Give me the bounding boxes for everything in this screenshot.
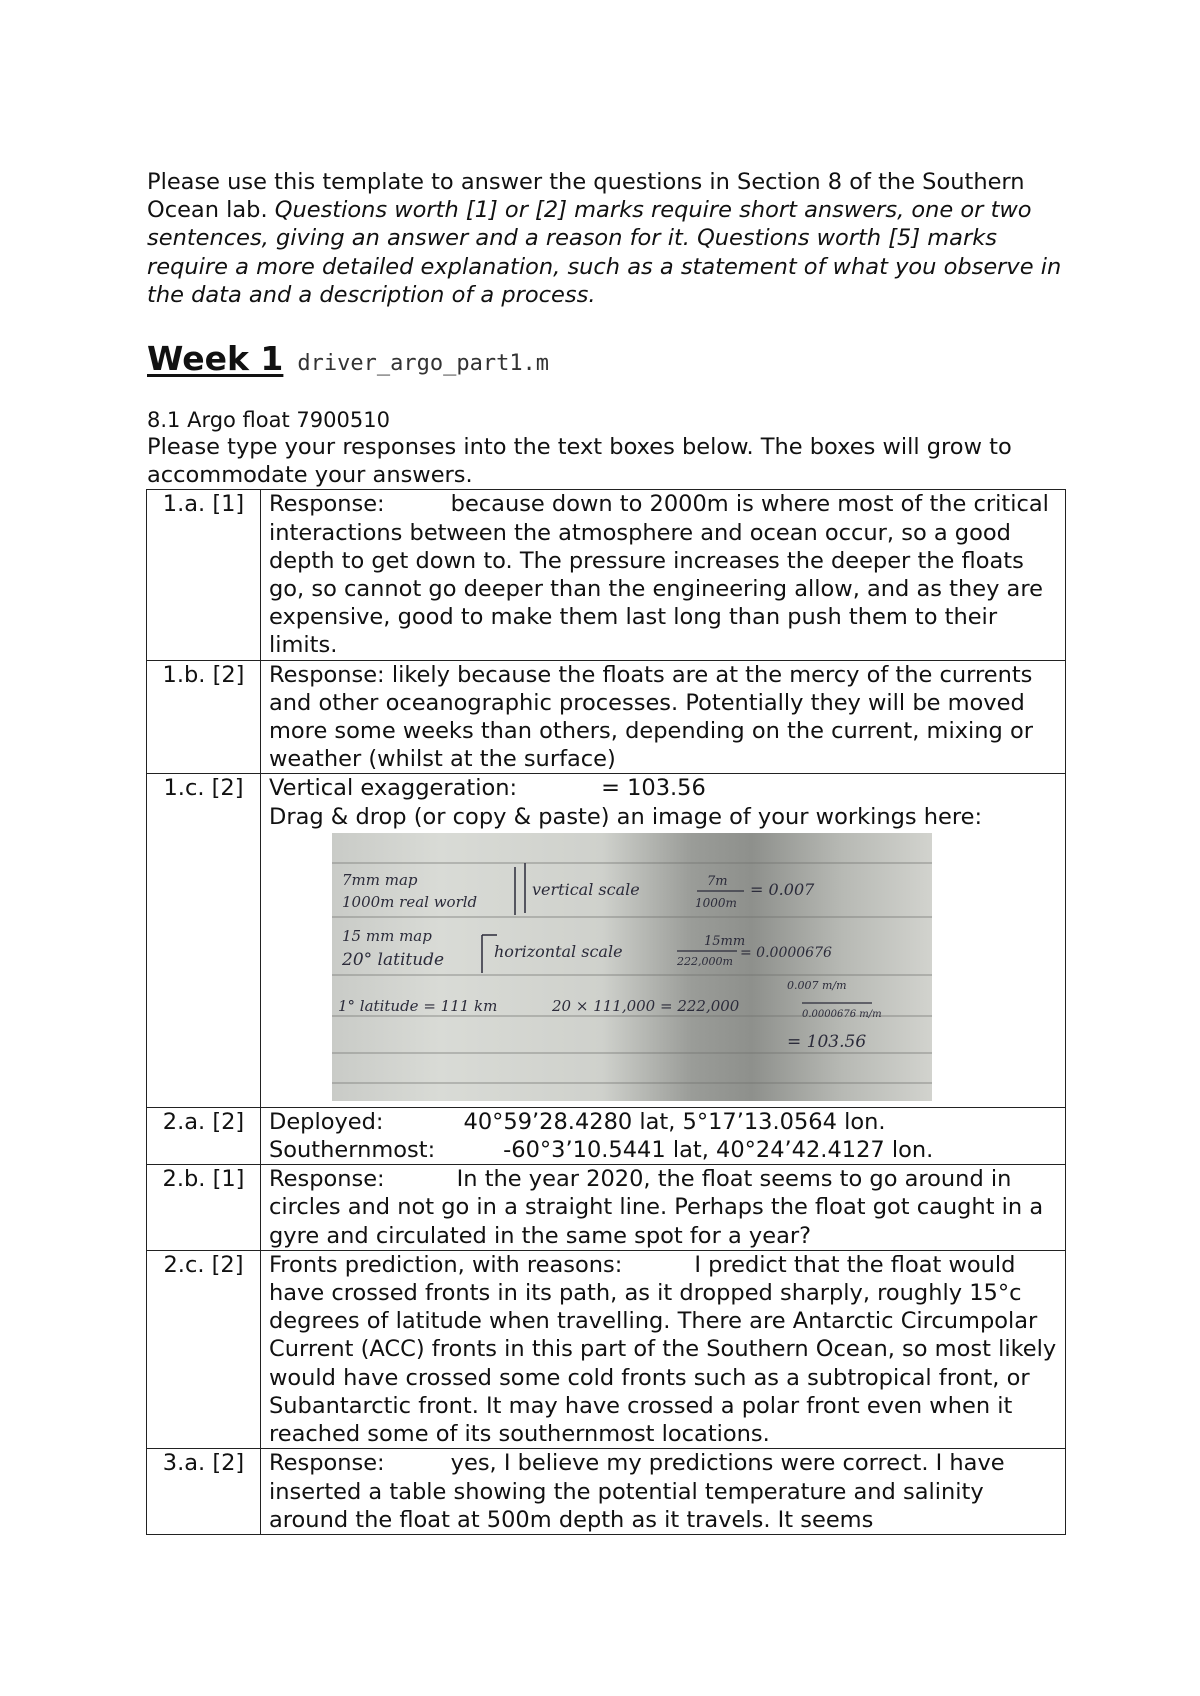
response-text: because down to 2000m is where most of the critical interactions between the atmosphere and ocean occur, so a good depth to get down to. The pressure increases the deeper the floats go, so cannot go deeper than the engineering allow, and as they are expensive, good to make them last long than push them to their limits.: [269, 491, 1049, 659]
responses-table: [146, 489, 1066, 1534]
response-text: 40°59’28.4280 lat, 5°17’13.0564 lon.: [463, 1108, 886, 1135]
workings-final-result: = 103.56: [787, 1031, 867, 1052]
workings-ratio-numerator: 0.007 m/m: [787, 978, 847, 992]
section-instructions: Please type your responses into the text boxes below. The boxes will grow to accommodate your answers.: [147, 434, 1012, 489]
response-box-2c[interactable]: [261, 1250, 1066, 1448]
workings-vertical-line-2: 1000m real world: [342, 892, 478, 911]
workings-vertical-line-1: 7mm map: [342, 870, 418, 889]
week-title: Week 1: [147, 339, 284, 379]
response-prefix: Deployed:: [269, 1108, 384, 1135]
response-prefix: Vertical exaggeration:: [269, 775, 518, 802]
week-heading: [147, 339, 1065, 383]
image-drop-instructions: Drag & drop (or copy & paste) an image of your workings here:: [269, 803, 983, 830]
question-number: 1.c. [2]: [147, 774, 261, 1107]
question-number: 2.c. [2]: [147, 1250, 261, 1448]
response-text: yes, I believe my predictions were correct. I have inserted a table showing the potential temperature and salinity around the float at 500m depth as it travels. It seems: [269, 1450, 1005, 1533]
week-script-filename: driver_argo_part1.m: [297, 351, 550, 377]
response-box-1c[interactable]: [261, 774, 1066, 1107]
response-box-1b[interactable]: [261, 660, 1066, 774]
table-row: [147, 774, 1066, 1107]
intro-italic-text: Questions worth [1] or [2] marks require short answers, one or two sentences, giving an answer and a reason for it. Questions worth [5] marks require a more detailed explanation, such as a statement of what you observe in the data and a description of a process.: [147, 197, 1062, 308]
response-text: = 103.56: [601, 775, 706, 802]
question-number: 2.a. [2]: [147, 1107, 261, 1164]
response-prefix: Response:: [269, 661, 385, 688]
workings-vertical-label: vertical scale: [532, 879, 640, 899]
table-row: [147, 1449, 1066, 1535]
response-prefix: Response:: [269, 1450, 385, 1477]
response-prefix-2: Southernmost:: [269, 1137, 436, 1164]
document-page: [147, 168, 1065, 1535]
workings-multiplication: 20 × 111,000 = 222,000: [552, 996, 740, 1015]
workings-latitude-line: 1° latitude = 111 km: [338, 996, 498, 1015]
response-prefix: Response:: [269, 1166, 385, 1193]
intro-paragraph: [147, 168, 1065, 309]
table-row: [147, 660, 1066, 774]
workings-horizontal-result: = 0.0000676: [740, 944, 832, 961]
response-text: likely because the floats are at the mercy of the currents and other oceanographic processes. Potentially they will be moved more some weeks than others, depending on the current, mixing or weather (whilst at the surface): [269, 661, 1033, 773]
workings-horizontal-label: horizontal scale: [494, 941, 623, 961]
table-row: [147, 1250, 1066, 1448]
workings-horizontal-line-1: 15 mm map: [342, 926, 432, 945]
table-row: [147, 490, 1066, 660]
question-number: 1.a. [1]: [147, 490, 261, 660]
question-number: 2.b. [1]: [147, 1165, 261, 1251]
workings-vertical-fraction-num: 7m: [707, 873, 728, 889]
section-label: 8.1 Argo float 7900510: [147, 408, 390, 433]
response-box-3a[interactable]: [261, 1449, 1066, 1535]
question-number: 1.b. [2]: [147, 660, 261, 774]
response-prefix: Response:: [269, 491, 385, 518]
table-row: [147, 1107, 1066, 1164]
response-text: In the year 2020, the float seems to go around in circles and not go in a straight line. Perhaps the float got caught in a gyre and circulated in the same spot for a year?: [269, 1166, 1044, 1249]
workings-horizontal-line-2: 20° latitude: [342, 949, 445, 970]
workings-ratio-denominator: 0.0000676 m/m: [802, 1008, 882, 1020]
response-box-1a[interactable]: [261, 490, 1066, 660]
table-row: [147, 1165, 1066, 1251]
workings-horizontal-fraction-den: 222,000m: [677, 954, 733, 968]
response-prefix: Fronts prediction, with reasons:: [269, 1251, 623, 1278]
response-text: I predict that the float would have crossed fronts in its path, as it dropped sharply, roughly 15°c degrees of latitude when travelling. There are Antarctic Circumpolar Current (ACC) fronts in this part of the Southern Ocean, so most likely would have crossed some cold fronts such as a subtropical front, or Subantarctic front. It may have crossed a polar front even when it reached some of its southernmost locations.: [269, 1251, 1057, 1448]
workings-photo[interactable]: [332, 833, 932, 1101]
question-number: 3.a. [2]: [147, 1449, 261, 1535]
workings-vertical-result: = 0.007: [750, 879, 815, 899]
workings-vertical-fraction-den: 1000m: [695, 895, 737, 910]
intro-plain-text: Please use this template to answer the questions in Section 8 of the Southern Ocean lab.: [147, 169, 1025, 224]
response-box-2b[interactable]: [261, 1165, 1066, 1251]
workings-horizontal-fraction-num: 15mm: [704, 933, 746, 949]
response-text-2: -60°3’10.5441 lat, 40°24’42.4127 lon.: [503, 1137, 934, 1164]
response-box-2a[interactable]: [261, 1107, 1066, 1164]
